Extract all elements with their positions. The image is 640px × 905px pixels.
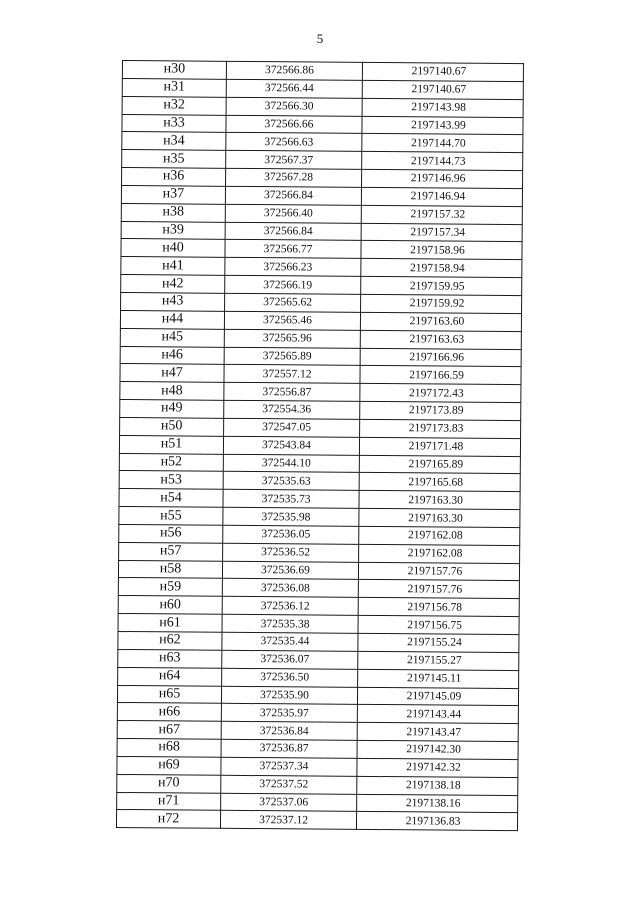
x-coordinate: 372536.84 — [221, 722, 357, 741]
coordinates-table — [116, 60, 524, 831]
y-coordinate: 2197140.67 — [362, 62, 523, 81]
y-coordinate: 2197165.68 — [359, 473, 520, 492]
point-label: н66 — [117, 703, 221, 722]
point-label: н31 — [122, 78, 226, 97]
x-coordinate: 372565.96 — [224, 329, 360, 348]
y-coordinate: 2197145.09 — [357, 687, 518, 706]
x-coordinate: 372566.84 — [225, 222, 361, 241]
y-coordinate: 2197144.70 — [362, 134, 523, 153]
point-label: н67 — [117, 721, 221, 740]
y-coordinate: 2197155.27 — [358, 651, 519, 670]
point-label: н54 — [119, 489, 223, 508]
y-coordinate: 2197166.59 — [360, 366, 521, 385]
x-coordinate: 372536.69 — [222, 561, 358, 580]
point-label: н46 — [120, 346, 224, 365]
y-coordinate: 2197156.78 — [358, 598, 519, 617]
x-coordinate: 372536.05 — [223, 525, 359, 544]
x-coordinate: 372566.66 — [226, 115, 362, 134]
y-coordinate: 2197163.63 — [360, 330, 521, 349]
point-label: н45 — [120, 328, 224, 347]
y-coordinate: 2197136.83 — [356, 812, 517, 831]
y-coordinate: 2197143.44 — [357, 705, 518, 724]
y-coordinate: 2197157.32 — [361, 205, 522, 224]
y-coordinate: 2197158.96 — [361, 241, 522, 260]
y-coordinate: 2197172.43 — [360, 384, 521, 403]
x-coordinate: 372554.36 — [224, 400, 360, 419]
y-coordinate: 2197156.75 — [358, 616, 519, 635]
point-label: н44 — [120, 310, 224, 329]
point-label: н47 — [120, 364, 224, 383]
y-coordinate: 2197163.30 — [359, 508, 520, 527]
x-coordinate: 372536.87 — [221, 739, 357, 758]
x-coordinate: 372566.23 — [225, 258, 361, 277]
y-coordinate: 2197171.48 — [359, 437, 520, 456]
point-label: н48 — [120, 382, 224, 401]
x-coordinate: 372565.46 — [224, 311, 360, 330]
point-label: н51 — [119, 435, 223, 454]
point-label: н63 — [118, 649, 222, 668]
x-coordinate: 372566.77 — [225, 240, 361, 259]
y-coordinate: 2197157.34 — [361, 223, 522, 242]
x-coordinate: 372537.52 — [221, 775, 357, 794]
y-coordinate: 2197142.32 — [357, 758, 518, 777]
y-coordinate: 2197173.83 — [360, 419, 521, 438]
y-coordinate: 2197140.67 — [362, 80, 523, 99]
point-label: н32 — [122, 96, 226, 115]
x-coordinate: 372565.62 — [225, 293, 361, 312]
x-coordinate: 372566.63 — [226, 133, 362, 152]
point-label: н58 — [118, 560, 222, 579]
x-coordinate: 372566.44 — [226, 79, 362, 98]
point-label: н41 — [121, 257, 225, 276]
point-label: н69 — [117, 756, 221, 775]
x-coordinate: 372547.05 — [224, 418, 360, 437]
y-coordinate: 2197157.76 — [358, 562, 519, 581]
point-label: н43 — [121, 292, 225, 311]
x-coordinate: 372566.19 — [225, 275, 361, 294]
x-coordinate: 372536.50 — [222, 668, 358, 687]
point-label: н57 — [119, 542, 223, 561]
x-coordinate: 372557.12 — [224, 365, 360, 384]
point-label: н49 — [120, 400, 224, 419]
y-coordinate: 2197144.73 — [362, 152, 523, 171]
x-coordinate: 372567.28 — [226, 168, 362, 187]
y-coordinate: 2197143.98 — [362, 98, 523, 117]
x-coordinate: 372535.44 — [222, 632, 358, 651]
x-coordinate: 372535.90 — [221, 686, 357, 705]
x-coordinate: 372536.08 — [222, 579, 358, 598]
y-coordinate: 2197157.76 — [358, 580, 519, 599]
point-label: н42 — [121, 275, 225, 294]
x-coordinate: 372566.86 — [226, 61, 362, 80]
y-coordinate: 2197143.47 — [357, 723, 518, 742]
point-label: н61 — [118, 614, 222, 633]
y-coordinate: 2197162.08 — [359, 526, 520, 545]
x-coordinate: 372536.07 — [222, 650, 358, 669]
y-coordinate: 2197166.96 — [360, 348, 521, 367]
point-label: н60 — [118, 596, 222, 615]
page-number: 5 — [316, 31, 324, 46]
y-coordinate: 2197146.96 — [362, 169, 523, 188]
x-coordinate: 372537.34 — [221, 757, 357, 776]
y-coordinate: 2197162.08 — [359, 544, 520, 563]
x-coordinate: 372566.40 — [225, 204, 361, 223]
x-coordinate: 372556.87 — [224, 382, 360, 401]
y-coordinate: 2197159.92 — [361, 294, 522, 313]
point-label: н50 — [120, 417, 224, 436]
y-coordinate: 2197163.60 — [360, 312, 521, 331]
point-label: н56 — [119, 524, 223, 543]
y-coordinate: 2197146.94 — [361, 187, 522, 206]
x-coordinate: 372535.38 — [222, 614, 358, 633]
point-label: н64 — [118, 667, 222, 686]
point-label: н70 — [117, 774, 221, 793]
point-label: н55 — [119, 507, 223, 526]
y-coordinate: 2197173.89 — [360, 401, 521, 420]
y-coordinate: 2197138.18 — [357, 776, 518, 795]
x-coordinate: 372565.89 — [224, 347, 360, 366]
y-coordinate: 2197142.30 — [357, 740, 518, 759]
y-coordinate: 2197143.99 — [362, 116, 523, 135]
coordinates-table-container — [116, 60, 524, 831]
point-label: н34 — [122, 132, 226, 151]
point-label: н35 — [122, 150, 226, 169]
x-coordinate: 372566.30 — [226, 97, 362, 116]
point-label: н33 — [122, 114, 226, 133]
point-label: н62 — [118, 631, 222, 650]
x-coordinate: 372567.37 — [226, 151, 362, 170]
point-label: н65 — [117, 685, 221, 704]
x-coordinate: 372566.84 — [225, 186, 361, 205]
point-label: н68 — [117, 739, 221, 758]
x-coordinate: 372535.98 — [223, 507, 359, 526]
point-label: н40 — [121, 239, 225, 258]
point-label: н39 — [121, 221, 225, 240]
y-coordinate: 2197138.16 — [357, 794, 518, 813]
point-label: н72 — [116, 810, 220, 829]
y-coordinate: 2197155.24 — [358, 633, 519, 652]
x-coordinate: 372536.12 — [222, 597, 358, 616]
point-label: н36 — [122, 168, 226, 187]
x-coordinate: 372536.52 — [223, 543, 359, 562]
x-coordinate: 372535.73 — [223, 490, 359, 509]
y-coordinate: 2197145.11 — [358, 669, 519, 688]
x-coordinate: 372537.12 — [220, 811, 356, 830]
point-label: н53 — [119, 471, 223, 490]
x-coordinate: 372543.84 — [223, 436, 359, 455]
point-label: н71 — [117, 792, 221, 811]
point-label: н38 — [121, 203, 225, 222]
x-coordinate: 372544.10 — [223, 454, 359, 473]
x-coordinate: 372535.63 — [223, 472, 359, 491]
point-label: н30 — [122, 61, 226, 80]
point-label: н59 — [118, 578, 222, 597]
point-label: н52 — [119, 453, 223, 472]
table-row — [116, 810, 517, 831]
y-coordinate: 2197158.94 — [361, 259, 522, 278]
x-coordinate: 372537.06 — [221, 793, 357, 812]
y-coordinate: 2197165.89 — [359, 455, 520, 474]
point-label: н37 — [121, 185, 225, 204]
y-coordinate: 2197159.95 — [361, 277, 522, 296]
y-coordinate: 2197163.30 — [359, 491, 520, 510]
x-coordinate: 372535.97 — [221, 704, 357, 723]
